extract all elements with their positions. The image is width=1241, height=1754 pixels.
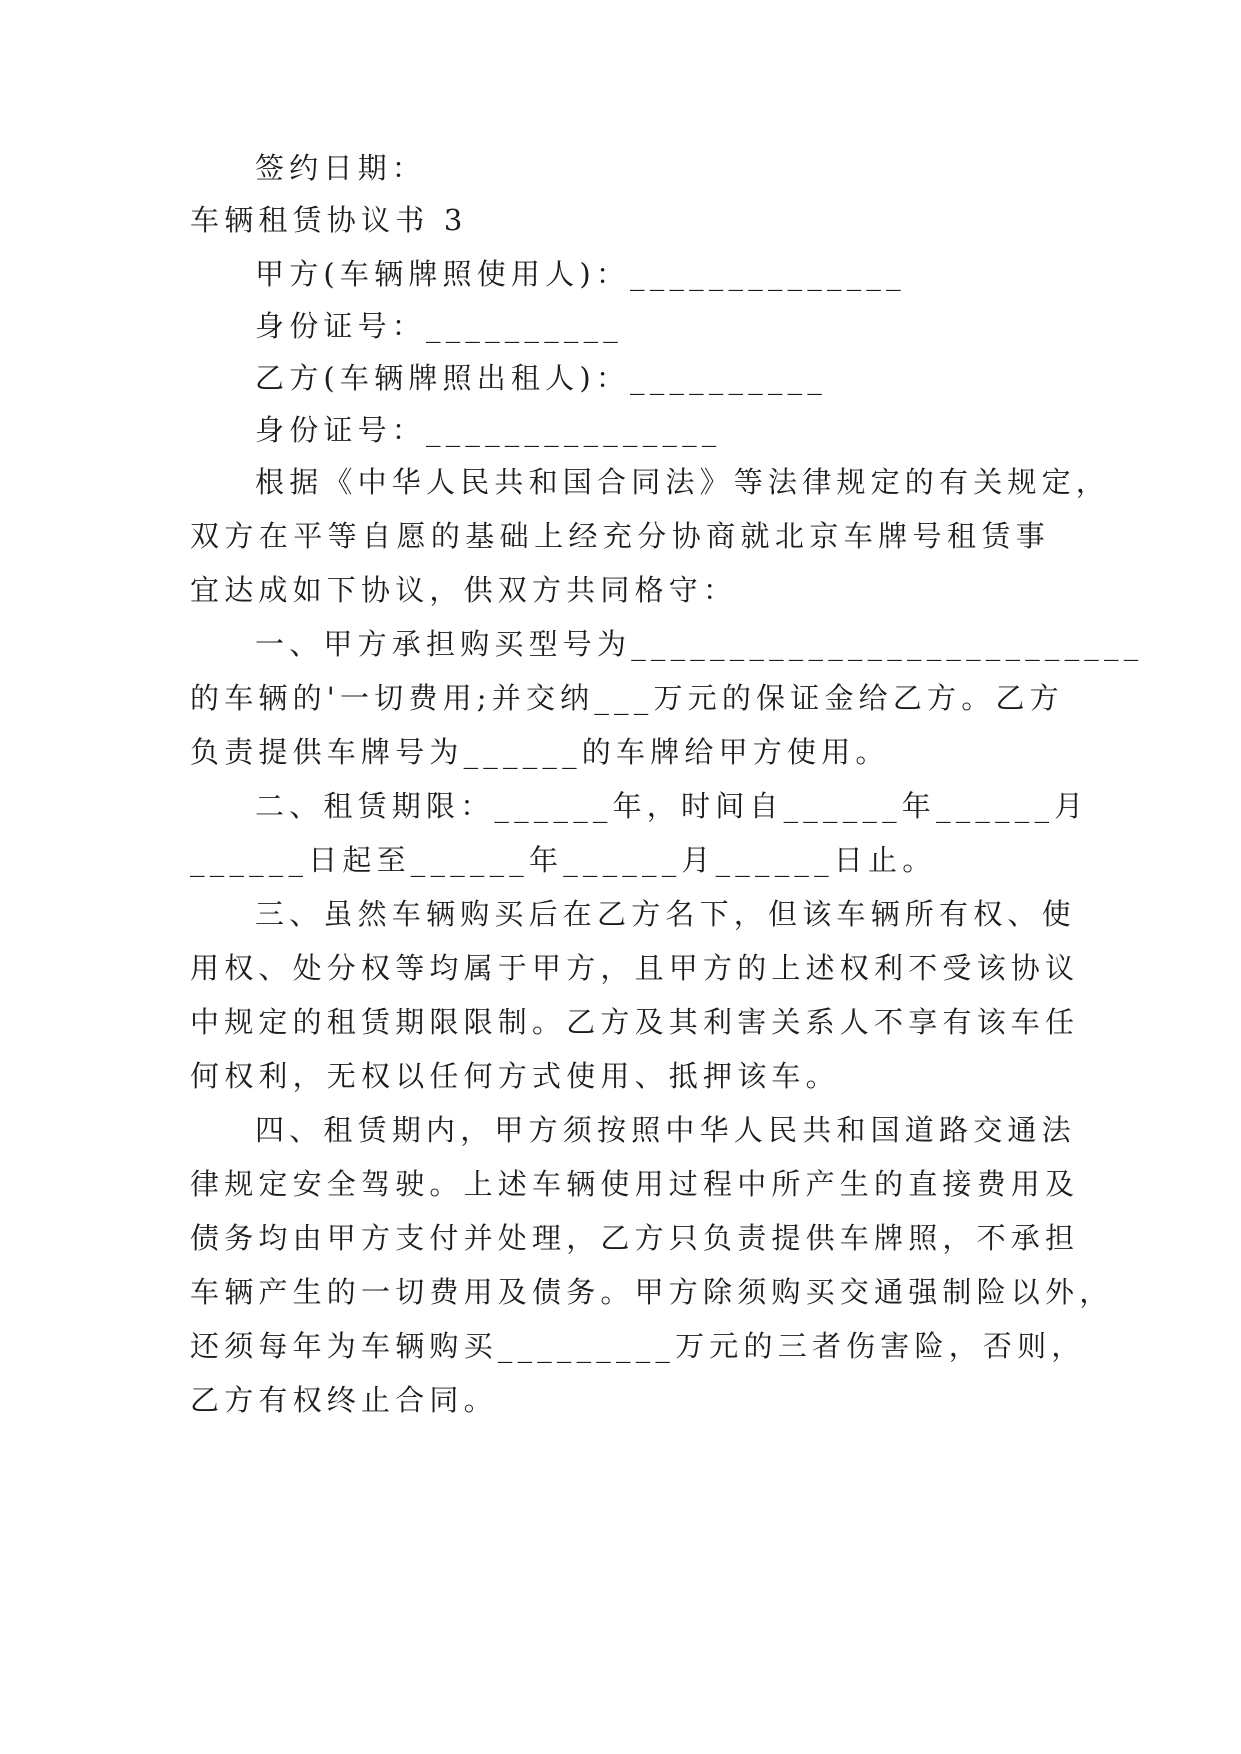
clause-3-line: 何权利，无权以任何方式使用、抵押该车。 [190,1059,840,1093]
clause-4-line: 乙方有权终止合同。 [190,1383,498,1417]
sign-date: 签约日期： [255,151,427,185]
clause-1-line: 一、甲方承担购买型号为__________________________ [255,627,1144,661]
clause-1-line: 的车辆的'一切费用;并交纳___万元的保证金给乙方。乙方 [190,681,1064,715]
clause-3-line: 用权、处分权等均属于甲方，且甲方的上述权利不受该协议 [190,951,1080,985]
preamble-line: 根据《中华人民共和国合同法》等法律规定的有关规定， [255,465,1111,499]
clause-2-line: ______日起至______年______月______日止。 [190,843,937,877]
preamble-line: 双方在平等自愿的基础上经充分协商就北京车牌号租赁事 [190,519,1050,553]
id-b-line: 身份证号：_______________ [255,413,722,447]
clause-1-line: 负责提供车牌号为______的车牌给甲方使用。 [190,735,890,769]
clause-2-line: 二、租赁期限：______年，时间自______年______月 [255,789,1089,823]
clause-4-line: 债务均由甲方支付并处理，乙方只负责提供车牌照，不承担 [190,1221,1080,1255]
clause-4-line: 还须每年为车辆购买_________万元的三者伤害险，否则， [190,1329,1086,1363]
clause-3-line: 中规定的租赁期限限制。乙方及其利害关系人不享有该车任 [190,1005,1080,1039]
clause-4-line: 四、租赁期内，甲方须按照中华人民共和国道路交通法 [255,1113,1076,1147]
clause-4-line: 车辆产生的一切费用及债务。甲方除须购买交通强制险以外， [190,1275,1114,1309]
party-a-line: 甲方(车辆牌照使用人)：______________ [255,257,906,291]
preamble-line: 宜达成如下协议，供双方共同格守： [190,573,738,607]
document-title: 车辆租赁协议书 3 [190,203,468,237]
id-a-line: 身份证号：__________ [255,309,624,343]
clause-4-line: 律规定安全驾驶。上述车辆使用过程中所产生的直接费用及 [190,1167,1080,1201]
party-b-line: 乙方(车辆牌照出租人)：__________ [255,361,828,395]
clause-3-line: 三、虽然车辆购买后在乙方名下，但该车辆所有权、使 [255,897,1076,931]
